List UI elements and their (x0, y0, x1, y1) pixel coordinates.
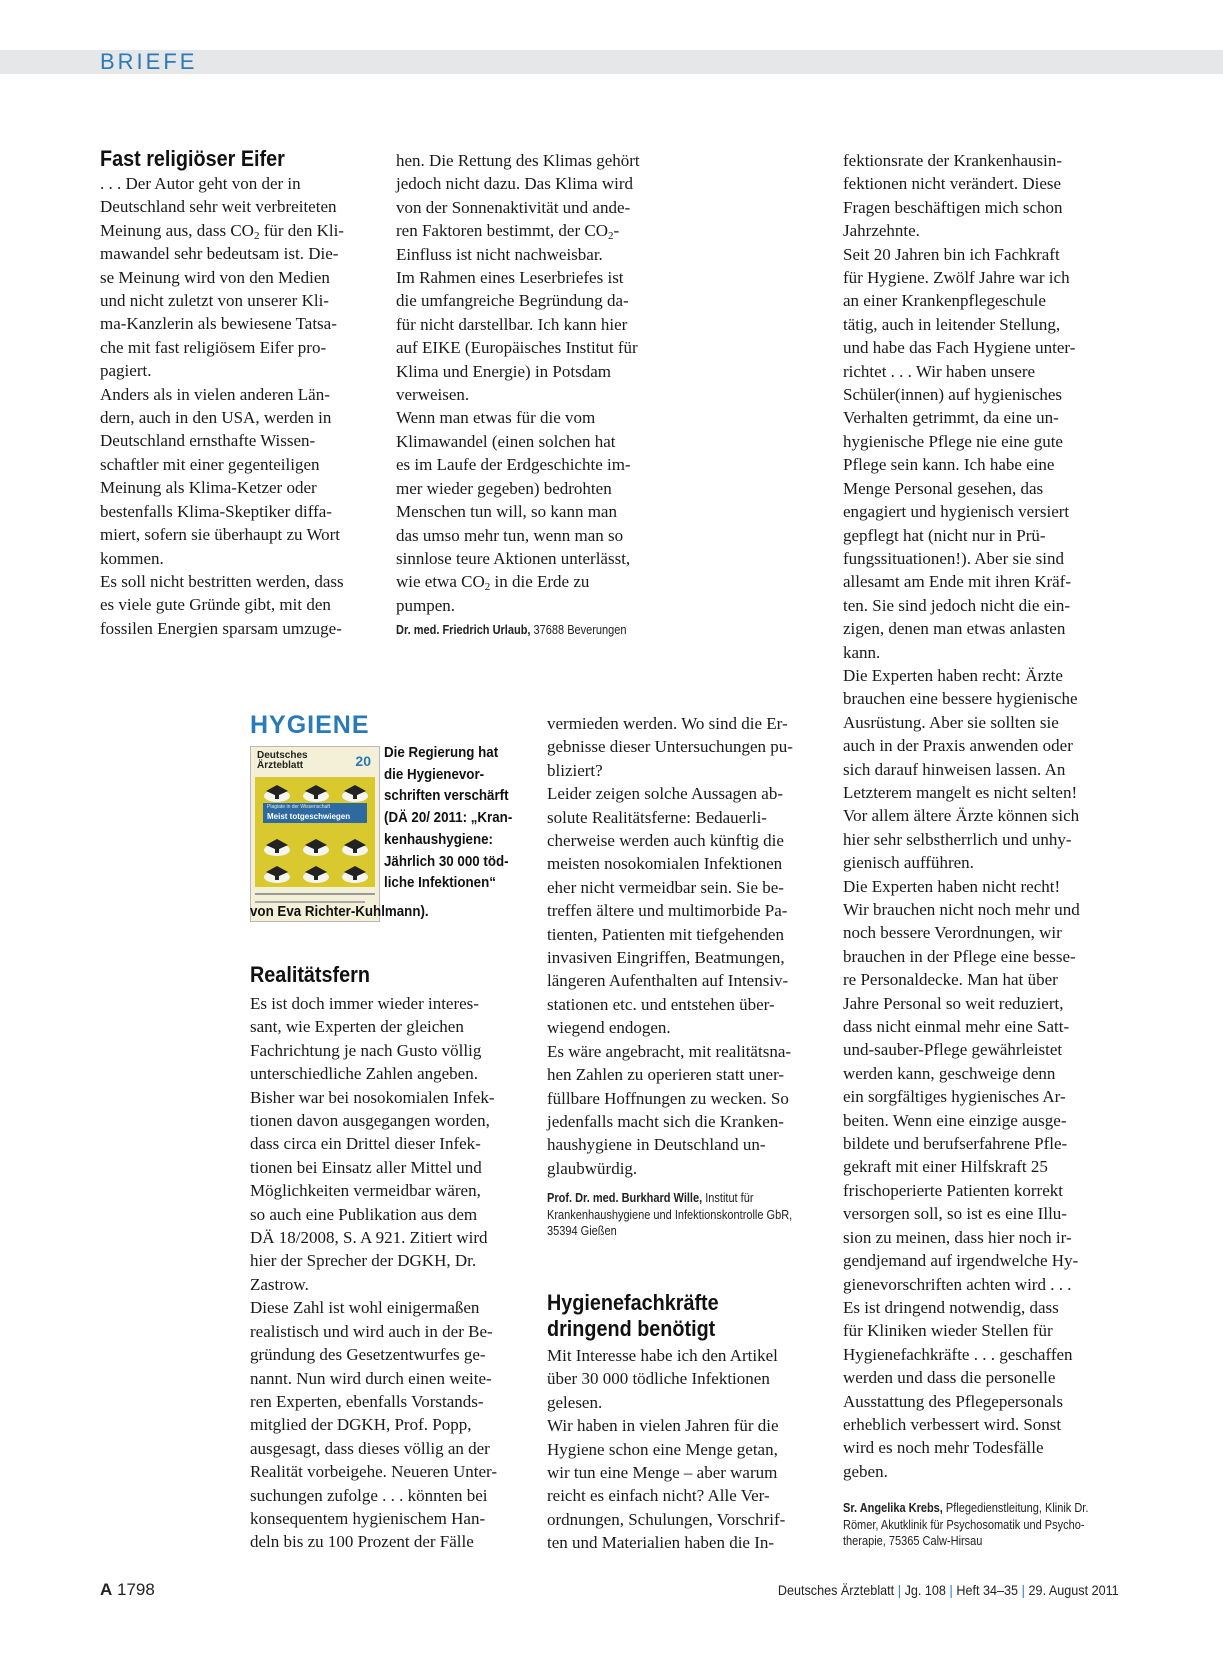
letter2-column-1 (250, 992, 526, 1554)
text-line: . . . Der Autor geht von der in (100, 174, 301, 193)
text-line: es viele gute Gründe gibt, mit den (100, 595, 331, 615)
cover-art-cell (261, 862, 293, 884)
letter2-signature-line: Institut für (702, 1191, 754, 1205)
text-line: unterschiedliche Zahlen angeben. (250, 1064, 478, 1084)
hygiene-intro-line: schriften verschärft (384, 788, 509, 805)
text-line: Fragen beschäftigen mich schon (843, 197, 1063, 217)
letter3-title-line1: Hygienefachkräfte (547, 1290, 719, 1315)
text-line: meisten nosokomialen Infektionen (547, 854, 783, 874)
page-number-value: 1798 (117, 1580, 155, 1599)
hygiene-intro (384, 743, 523, 895)
text-line: Pflege sein kann. Ich habe eine (843, 455, 1055, 475)
text-line: bildete und berufserfahrene Pfle- (843, 1134, 1068, 1154)
text-line: kann. (843, 642, 881, 662)
text-line: auf EIKE (Europäisches Institut für (396, 338, 638, 358)
text-line: nannt. Nun wird durch einen weite- (250, 1368, 492, 1388)
text-line: Es soll nicht bestritten werden, dass (100, 571, 344, 591)
text-line: realistisch und wird auch in der Be- (250, 1321, 493, 1341)
text-line (396, 219, 686, 242)
text-line: tienten, Patienten mit tiefgehenden (547, 924, 784, 944)
text-line: tionen bei Einsatz aller Mittel und (250, 1157, 482, 1177)
letter2-title: Realitätsfern (250, 962, 370, 987)
text-line: Menge Personal gesehen, das (843, 478, 1044, 498)
text-line: gelesen. (547, 1392, 603, 1412)
text-line: Die Experten haben nicht recht! (843, 876, 1061, 896)
text-line: bestenfalls Klima-Skeptiker diffa- (100, 501, 332, 521)
text-line: gienevorschriften achten wird . . . (843, 1274, 1072, 1294)
text-line: hygienische Pflege nie eine gute (843, 431, 1063, 451)
page-number (100, 1580, 155, 1600)
letter2-title-wrap (250, 962, 383, 988)
text-line: Wir brauchen nicht noch mehr und (843, 900, 1080, 919)
text-line: Klima und Energie) in Potsdam (396, 361, 611, 381)
text-line: tätig, auch in leitender Stellung, (843, 314, 1061, 334)
letter2-column-2 (547, 712, 823, 1180)
text-line: für nicht darstellbar. Ich kann hier (396, 314, 628, 334)
journal-name: Deutsches Ärzteblatt (778, 1582, 895, 1598)
text-line: pagiert. (100, 361, 152, 381)
text-line: stationen etc. und entstehen über- (547, 994, 775, 1014)
text-line: und nicht zuletzt von unserer Kli- (100, 291, 329, 311)
text-line: Die Experten haben recht: Ärzte (843, 665, 1063, 685)
cover-masthead-line1: Deutsches (257, 750, 308, 761)
text-line: Schüler(innen) auf hygienisches (843, 385, 1063, 405)
text-line: von der Sonnenaktivität und ande- (396, 197, 631, 217)
hygiene-intro-line: Die Regierung hat (384, 745, 499, 761)
text-line: ten. Sie sind jedoch nicht die ein- (843, 595, 1071, 615)
letter3-signature-name: Sr. Angelika Krebs, (843, 1501, 943, 1515)
text-line: füllbare Hoffnungen zu wecken. So (547, 1088, 789, 1108)
text-line: gebnisse dieser Untersuchungen pu- (547, 737, 793, 757)
text-run: in die Erde zu (490, 572, 590, 592)
letter1-column-2 (396, 149, 686, 617)
text-run: Meinung aus, dass CO (100, 220, 254, 240)
text-line: invasiven Eingriffen, Beatmungen, (547, 948, 785, 968)
text-line: che mit fast religiösem Eifer pro- (100, 337, 327, 357)
text-line: Leider zeigen solche Aussagen ab- (547, 784, 784, 804)
text-line: an einer Krankenpflegeschule (843, 291, 1046, 311)
text-line: schaftler mit einer gegenteiligen (100, 454, 320, 474)
cover-masthead (257, 751, 308, 771)
letter3-column-right (843, 149, 1133, 1483)
text-line: brauchen eine bessere hygienische (843, 689, 1078, 709)
text-line: hier der Sprecher der DGKH, Dr. (250, 1251, 477, 1271)
text-line: über 30 000 tödliche Infektionen (547, 1369, 770, 1389)
letter1-signature-name: Dr. med. Friedrich Urlaub, (396, 623, 531, 637)
text-line: werden und dass die personelle (843, 1368, 1056, 1388)
text-line: Zastrow. (250, 1274, 309, 1294)
hygiene-intro-line: die Hygienevor- (384, 766, 485, 783)
text-line: so auch eine Publikation aus dem (250, 1204, 478, 1224)
text-line: ren Experten, ebenfalls Vorstands- (250, 1391, 484, 1411)
text-run: - (613, 221, 620, 241)
text-line: allesamt am Ende mit ihren Kräf- (843, 572, 1071, 592)
text-line: pumpen. (396, 595, 456, 615)
text-line: dass nicht einmal mehr eine Satt- (843, 1017, 1070, 1037)
text-run: ren Faktoren bestimmt, der CO (396, 221, 608, 241)
journal-date: 29. August 2011 (1028, 1582, 1119, 1598)
text-line: ma-Kanzlerin als bewiesene Tatsa- (100, 314, 337, 334)
text-line: ausgesagt, dass dieses völlig an der (250, 1438, 490, 1458)
text-line: glaubwürdig. (547, 1158, 638, 1178)
text-line: Es wäre angebracht, mit realitätsna- (547, 1041, 792, 1061)
text-line: reicht es einfach nicht? Alle Ver- (547, 1486, 770, 1506)
cover-art-cell (300, 835, 332, 857)
text-line: wir tun eine Menge – aber warum (547, 1463, 778, 1483)
text-line: dass circa ein Drittel dieser Infek- (250, 1134, 481, 1154)
text-line: bliziert? (547, 760, 603, 780)
hygiene-intro-line: Jährlich 30 000 töd- (384, 853, 509, 870)
text-line: mawandel sehr bedeutsam ist. Die- (100, 244, 339, 264)
cover-art-cell (339, 862, 371, 884)
text-line: Jahrzehnte. (843, 221, 920, 241)
text-line: Mit Interesse habe ich den Artikel (547, 1346, 778, 1365)
cover-masthead-line2: Ärzteblatt (257, 760, 304, 771)
letter1-signature (396, 622, 627, 639)
text-line: mer wieder gegeben) bedrohten (396, 478, 612, 498)
text-line: Realität vorbeigehe. Neueren Unter- (250, 1462, 497, 1482)
letter2-signature-line: 35394 Gießen (547, 1224, 617, 1238)
letter3-signature-line: therapie, 75365 Calw-Hirsau (843, 1534, 983, 1548)
text-line: fektionsrate der Krankenhausin- (843, 151, 1063, 170)
cover-art-cell (300, 781, 332, 803)
text-line: fungssituationen!). Aber sie sind (843, 548, 1064, 568)
text-line: fektionen nicht verändert. Diese (843, 174, 1062, 194)
cover-art-cell (300, 862, 332, 884)
text-line: Anders als in vielen anderen Län- (100, 384, 330, 404)
text-line: sinnlose teure Aktionen unterlässt, (396, 548, 631, 568)
text-line: suchungen zufolge . . . könnten bei (250, 1485, 488, 1505)
cover-caption: Meist totgeschwiegen (267, 812, 351, 821)
hygiene-label: HYGIENE (250, 711, 370, 739)
text-line: Diese Zahl ist wohl einigermaßen (250, 1298, 480, 1318)
text-line: Wenn man etwas für die vom (396, 408, 596, 428)
text-line: das umso mehr tun, wenn man so (396, 525, 624, 545)
text-line: Ausrüstung. Aber sie sollten sie (843, 712, 1059, 732)
text-line: Ausstattung des Pflegepersonals (843, 1391, 1064, 1411)
journal-volume: Jg. 108 (904, 1582, 947, 1598)
text-line: sion zu meinen, dass hier noch ir- (843, 1227, 1072, 1247)
text-line: sich darauf hinweisen lassen. An (843, 759, 1066, 779)
text-line: wird es noch mehr Todesfälle (843, 1438, 1044, 1458)
text-line: eher nicht vermeidbar sein. Sie be- (547, 877, 784, 897)
letter1-column-1 (100, 172, 380, 640)
text-line: werden kann, geschweige denn (843, 1063, 1056, 1083)
text-line: auch in der Praxis anwenden oder (843, 736, 1073, 756)
text-line: Deutschland ernsthafte Wissen- (100, 431, 316, 451)
letter3-column-mid (547, 1344, 823, 1555)
text-line (100, 219, 380, 242)
text-line: Einfluss ist nicht nachweisbar. (396, 244, 603, 264)
text-line: gründung des Gesetzentwurfes ge- (250, 1345, 486, 1365)
cover-art-cell (339, 835, 371, 857)
cover-issue-number: 20 (355, 753, 371, 769)
text-line: jedenfalls macht sich die Kranken- (547, 1111, 784, 1131)
text-line: ten und Materialien haben die In- (547, 1533, 775, 1553)
text-line: engagiert und hygienisch versiert (843, 502, 1070, 522)
text-line: ordnungen, Schulungen, Vorschrif- (547, 1509, 786, 1529)
text-line: gepflegt hat (nicht nur in Prü- (843, 525, 1046, 545)
letter3-signature-line: Römer, Akutklinik für Psychosomatik und Psycho- (843, 1517, 1085, 1532)
text-line: hen Zahlen zu operieren statt uner- (547, 1065, 785, 1085)
text-line: und habe das Fach Hygiene unter- (843, 338, 1076, 358)
text-line: frischoperierte Patienten korrekt (843, 1180, 1063, 1200)
text-line: konsequentem hygienischem Han- (250, 1508, 486, 1528)
letter1-title-wrap (100, 146, 305, 172)
letter1-title: Fast religiöser Eifer (100, 146, 285, 171)
text-line: Meinung als Klima-Ketzer oder (100, 478, 317, 498)
text-line: gendjemand auf irgendwelche Hy- (843, 1251, 1079, 1271)
letter3-title-wrap (547, 1290, 738, 1342)
letter2-signature (547, 1190, 792, 1240)
text-line: fossilen Energien sparsam umzuge- (100, 618, 342, 638)
text-line: es im Laufe der Erdgeschichte im- (396, 455, 631, 475)
letter3-signature-line: Pflegedienstleitung, Klinik Dr. (942, 1501, 1089, 1515)
page-prefix: A (100, 1580, 113, 1599)
text-line: Im Rahmen eines Leserbriefes ist (396, 268, 624, 288)
hygiene-intro-line: kenhaushygiene: (384, 831, 493, 848)
cover-art-cell (339, 781, 371, 803)
text-line: mitglied der DGKH, Prof. Popp, (250, 1415, 472, 1435)
journal-issue: Heft 34–35 (956, 1582, 1019, 1598)
text-line: Es ist dringend notwendig, dass (843, 1297, 1059, 1317)
text-line: solute Realitätsferne: Bedauerli- (547, 807, 767, 827)
text-run: wie etwa CO (396, 572, 485, 592)
text-line: gekraft mit einer Hilfskraft 25 (843, 1157, 1048, 1177)
text-line: für Kliniken wieder Stellen für (843, 1321, 1053, 1341)
letter2-signature-name: Prof. Dr. med. Burkhard Wille, (547, 1191, 703, 1205)
cover-artwork (255, 777, 375, 887)
text-line: Hygiene schon eine Menge getan, (547, 1439, 778, 1459)
text-line: dern, auch in den USA, werden in (100, 408, 332, 428)
text-line: treffen ältere und multimorbide Pa- (547, 901, 788, 921)
cover-caption-small: Plagiate in der Wissenschaft (267, 804, 331, 810)
letter3-title-line2: dringend benötigt (547, 1316, 716, 1341)
text-line: brauchen in der Pflege eine besse- (843, 946, 1076, 966)
text-line: gienisch aufführen. (843, 853, 974, 873)
journal-footer: Deutsches Ärzteblatt | Jg. 108 | Heft 34–35 | 29. August 2011 (778, 1582, 1119, 1598)
text-line: zigen, denen man etwas anlasten (843, 619, 1066, 639)
text-line: Deutschland sehr weit verbreiteten (100, 197, 337, 217)
text-line: Es ist doch immer wieder interes- (250, 994, 479, 1013)
text-line: miert, sofern sie überhaupt zu Wort (100, 525, 341, 545)
text-line: deln bis zu 100 Prozent der Fälle (250, 1532, 474, 1552)
text-line (396, 570, 686, 593)
hygiene-intro-line: liche Infektionen“ (384, 875, 496, 892)
text-line: erheblich verbessert wird. Sonst (843, 1414, 1062, 1434)
magazine-cover-image (250, 746, 380, 922)
cover-text-strip (255, 893, 375, 895)
text-line: ein sorgfältiges hygienisches Ar- (843, 1087, 1066, 1107)
text-line: Jahre Personal so weit reduziert, (843, 993, 1064, 1013)
text-line: Verhalten getrimmt, da eine un- (843, 408, 1059, 428)
text-line: se Meinung wird von den Medien (100, 267, 330, 287)
text-line: Bisher war bei nosokomialen Infek- (250, 1087, 495, 1107)
text-line: wiegend endogen. (547, 1018, 671, 1038)
text-line: hen. Die Rettung des Klimas gehört (396, 151, 640, 170)
text-line: cherweise werden auch künftig die (547, 831, 784, 851)
text-line: beiten. Wenn eine einzige ausge- (843, 1110, 1067, 1130)
text-line: für Hygiene. Zwölf Jahre war ich (843, 268, 1070, 288)
text-line: richtet . . . Wir haben unsere (843, 361, 1036, 381)
text-line: sant, wie Experten der gleichen (250, 1017, 464, 1037)
hygiene-intro-line: (DÄ 20/ 2011: „Kran- (384, 810, 513, 827)
text-line: re Personaldecke. Man hat über (843, 970, 1058, 990)
text-line: haushygiene in Deutschland un- (547, 1135, 766, 1155)
text-line: geben. (843, 1461, 888, 1481)
subscript: 2 (608, 230, 614, 243)
text-line: Seit 20 Jahren bin ich Fachkraft (843, 244, 1060, 264)
subscript: 2 (484, 581, 491, 594)
text-line: Möglichkeiten vermeidbar wären, (250, 1181, 481, 1201)
text-line: Wir haben in vielen Jahren für die (547, 1416, 779, 1436)
text-line: längeren Aufenthalten auf Intensiv- (547, 971, 789, 991)
text-line: Letzterem mangelt es nicht selten! (843, 782, 1078, 802)
section-label: BRIEFE (100, 49, 198, 74)
hygiene-intro-last-line: von Eva Richter-Kuhlmann). (250, 904, 429, 920)
text-line: die umfangreiche Begründung da- (396, 291, 629, 311)
text-line: Fachrichtung je nach Gusto völlig (250, 1040, 482, 1060)
letter1-signature-place: 37688 Beverungen (530, 623, 627, 637)
text-line: und-sauber-Pflege gewährleistet (843, 1040, 1063, 1060)
subscript: 2 (253, 229, 260, 242)
text-line: noch bessere Verordnungen, wir (843, 923, 1062, 943)
text-line: verweisen. (396, 385, 470, 405)
text-line: tionen davon ausgegangen worden, (250, 1111, 490, 1131)
letter3-signature (843, 1500, 1088, 1550)
text-line: versorgen soll, so ist es eine Illu- (843, 1204, 1067, 1224)
text-line: kommen. (100, 548, 164, 568)
cover-art-cell (261, 781, 293, 803)
letter2-signature-line: Krankenhaushygiene und Infektionskontrolle GbR, (547, 1207, 793, 1222)
text-line: Vor allem ältere Ärzte können sich (843, 806, 1080, 826)
text-line: jedoch nicht dazu. Das Klima wird (396, 174, 633, 194)
text-line: Menschen tun will, so kann man (396, 502, 617, 522)
text-line: Klimawandel (einen solchen hat (396, 431, 616, 451)
cover-art-cell (261, 835, 293, 857)
text-line: vermieden werden. Wo sind die Er- (547, 714, 788, 733)
text-line: DÄ 18/2008, S. A 921. Zitiert wird (250, 1228, 488, 1248)
text-run: für den Kli- (259, 220, 344, 240)
text-line: Hygienefachkräfte . . . geschaffen (843, 1344, 1073, 1364)
text-line: hier sehr selbstherrlich und unhy- (843, 829, 1072, 849)
